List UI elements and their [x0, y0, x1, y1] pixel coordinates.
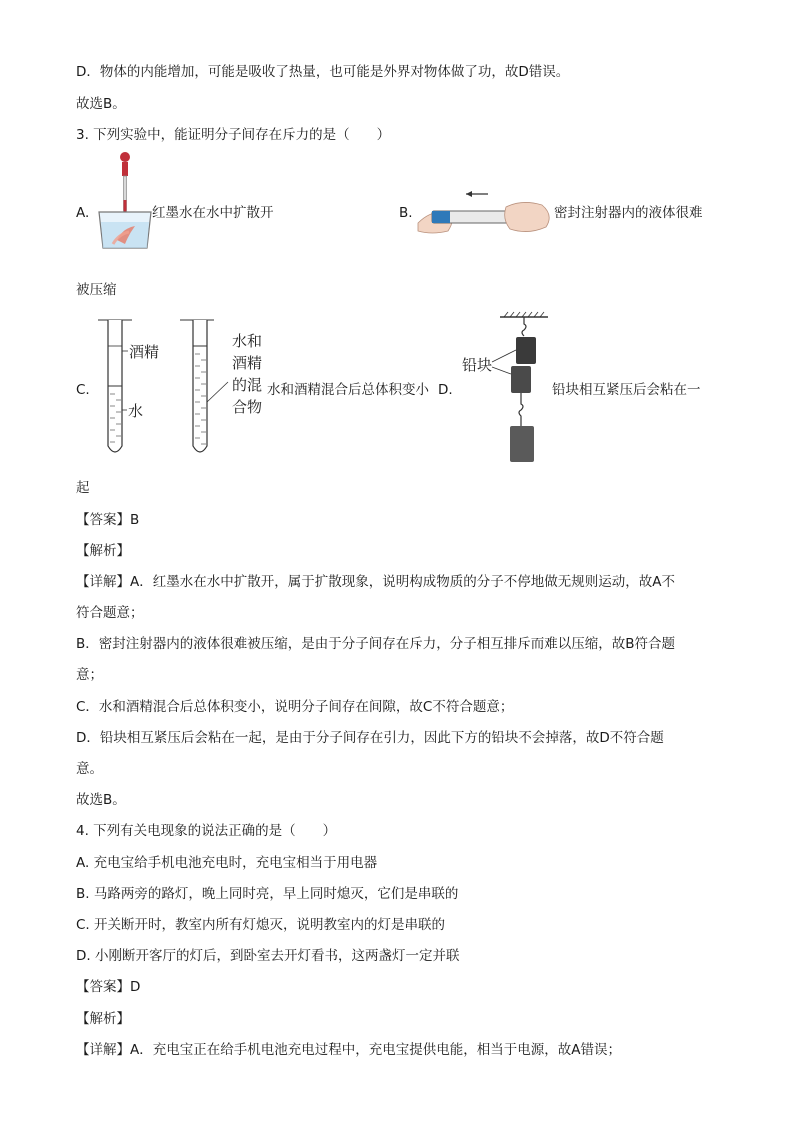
question-4-option-b: B. 马路两旁的路灯，晚上同时亮，早上同时熄灭，它们是串联的 [76, 886, 459, 902]
option-a-letter: A. [76, 205, 90, 221]
text-line: B．密封注射器内的液体很难被压缩，是由于分子间存在斥力，分子相互排斥而难以压缩，故B符合题 [76, 636, 676, 652]
text-line: 符合题意； [76, 605, 144, 621]
question-4-option-c: C. 开关断开时，教室内所有灯熄灭，说明教室内的灯是串联的 [76, 917, 446, 933]
text-line: D．物体的内能增加，可能是吸收了热量，也可能是外界对物体做了功，故D错误。 [76, 64, 570, 80]
question-4-option-a: A. 充电宝给手机电池充电时，充电宝相当于用电器 [76, 855, 378, 871]
option-c-letter: C. [76, 382, 90, 398]
beaker-dropper-figure [95, 150, 155, 250]
text-line: 被压缩 [76, 282, 117, 298]
lead-blocks-figure [458, 312, 550, 464]
option-b-text: 密封注射器内的液体很难 [554, 205, 703, 221]
text-line: C．水和酒精混合后总体积变小，说明分子间存在间隙，故C不符合题意； [76, 699, 514, 715]
label-lead: 铅块 [462, 356, 493, 374]
label-mix-3: 的混 [232, 376, 263, 394]
tube-figure [96, 318, 276, 464]
analysis-3-heading: 【解析】 [76, 543, 130, 559]
text-line: 故选B。 [76, 96, 126, 112]
question-3-stem: 3. 下列实验中，能证明分子间存在斥力的是（ ） [76, 127, 391, 143]
answer-4: 【答案】D [76, 979, 141, 995]
label-alcohol: 酒精 [129, 343, 160, 361]
option-c-text: 水和酒精混合后总体积变小 [267, 382, 429, 398]
text-line: 【详解】A．红墨水在水中扩散开，属于扩散现象，说明构成物质的分子不停地做无规则运动，故A不 [76, 574, 675, 590]
text-line: 意。 [76, 761, 103, 777]
analysis-4-heading: 【解析】 [76, 1011, 130, 1027]
option-d-letter: D. [438, 382, 453, 398]
option-b-letter: B. [399, 205, 413, 221]
label-mix-4: 合物 [232, 398, 263, 416]
question-4-stem: 4. 下列有关电现象的说法正确的是（ ） [76, 823, 337, 839]
answer-3: 【答案】B [76, 512, 140, 528]
question-4-option-d: D. 小刚断开客厅的灯后，到卧室去开灯看书，这两盏灯一定并联 [76, 948, 460, 964]
option-d-text: 铅块相互紧压后会粘在一 [552, 382, 701, 398]
label-water: 水 [128, 402, 144, 420]
text-line: 【详解】A．充电宝正在给手机电池充电过程中，充电宝提供电能，相当于电源，故A错误； [76, 1042, 621, 1058]
text-line: D．铅块相互紧压后会粘在一起，是由于分子间存在引力，因此下方的铅块不会掉落，故D不符合题 [76, 730, 664, 746]
option-a-text: 红墨水在水中扩散开 [152, 205, 274, 221]
syringe-figure [418, 185, 554, 240]
text-line: 起 [76, 480, 90, 496]
label-mix-1: 水和 [232, 332, 263, 350]
label-mix-2: 酒精 [232, 354, 263, 372]
text-line: 意； [76, 667, 103, 683]
text-line: 故选B。 [76, 792, 126, 808]
